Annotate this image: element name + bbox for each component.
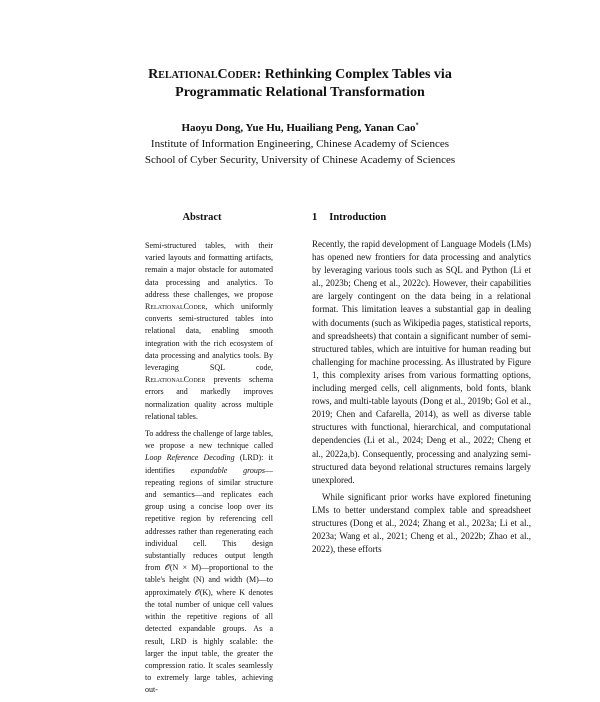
term-expandable-groups: expandable groups	[190, 465, 265, 475]
abstract-paragraph-2	[145, 428, 273, 696]
abstract-p2-part-a: To address the challenge of large tables, we propose a new technique called	[145, 429, 273, 451]
affiliation-2: School of Cyber Security, University of Chinese Academy of Sciences	[144, 154, 456, 166]
technique-name: Loop Reference Decoding	[145, 453, 235, 463]
abstract-p2-part-c: —repeating regions of similar structure and semantics—and replicates each group using a concise loop over its repetitive region by referencing cell addresses rather than regenerating each individual cell. This design substantially reduces output length from 𝒪(N × M)—proportional to the table's height (N) and width (M)—to approximately 𝒪(K), where K denotes the total number of unique cell values within the repetitive regions of all detected expandable groups. As a result, LRD is highly scalable: the larger the input table, the greater the compression ratio. It scales seamlessly to extremely large tables, achieving out-	[145, 465, 273, 695]
title-line-2: Programmatic Relational Transformation	[175, 85, 425, 100]
intro-paragraph-1: Recently, the rapid development of Language Models (LMs) has opened new frontiers for data processing and analytics by leveraging various tools such as SQL and Python (Li et al., 2023b; Cheng et al., 2022c). However, their capabilities are largely contingent on the data being in a relational format. This limitation leaves a substantial gap in dealing with documents (such as Wikipedia pages, statistical reports, and spreadsheets) that contain a significant number of semi-structured tables, which are intuitive for human reading but challenging for machine processing. As illustrated by Figure 1, this complexity arises from various formatting options, including merged cells, cell alignments, bold fonts, blank rows, and multi-table layouts (Dong et al., 2019b; Gol et al., 2019; Chen and Cafarella, 2014), as well as diverse table structures with functional, hierarchical, and computational dependencies (Li et al., 2024; Deng et al., 2022; Cheng et al., 2022a,b). Consequently, processing and analyzing semi-structured data beyond relational structures remains largely unexplored.	[312, 239, 531, 485]
affiliation-1: Institute of Information Engineering, Chinese Academy of Sciences	[150, 138, 450, 150]
corresponding-author-mark: *	[415, 122, 419, 129]
system-name: RelationalCoder	[145, 302, 206, 312]
system-name: RelationalCoder	[145, 375, 206, 385]
title-system-name: RelationalCoder	[148, 67, 257, 82]
introduction-body	[312, 238, 531, 560]
abstract-paragraph-1	[145, 240, 273, 423]
author-list	[0, 121, 600, 135]
section-heading-introduction	[312, 212, 532, 223]
paper-title	[0, 66, 600, 102]
abstract-p2-part-b: (LRD): it identifies	[145, 453, 274, 475]
section-title: Introduction	[329, 212, 387, 223]
abstract-p1-part-c: prevents schema errors and markedly improves normalization quality across multiple relational tables.	[145, 375, 273, 421]
abstract-p1-part-a: Semi-structured tables, with their varied layouts and formatting artifacts, remain a major obstacle for automated data processing and analytics. To address these challenges, we propose	[145, 241, 273, 299]
author-names: Haoyu Dong, Yue Hu, Huailiang Peng, Yanan Cao	[181, 122, 416, 134]
section-number: 1	[312, 212, 318, 223]
abstract-heading: Abstract	[182, 212, 222, 223]
intro-paragraph-2: While significant prior works have explored finetuning LMs to better understand complex table and spreadsheet structures (Dong et al., 2024; Zhang et al., 2023a; Li et al., 2023a; Wang et al., 2021; Cheng et al., 2022b; Zhao et al., 2022), these efforts	[312, 491, 531, 555]
title-rest: : Rethinking Complex Tables via	[256, 67, 452, 82]
abstract-p1-part-b: , which uniformly converts semi-structured tables into relational data, enabling smooth integration with the rich ecosystem of data processing and analytics tools. By leveraging SQL code,	[145, 302, 273, 373]
abstract-body	[145, 240, 273, 702]
